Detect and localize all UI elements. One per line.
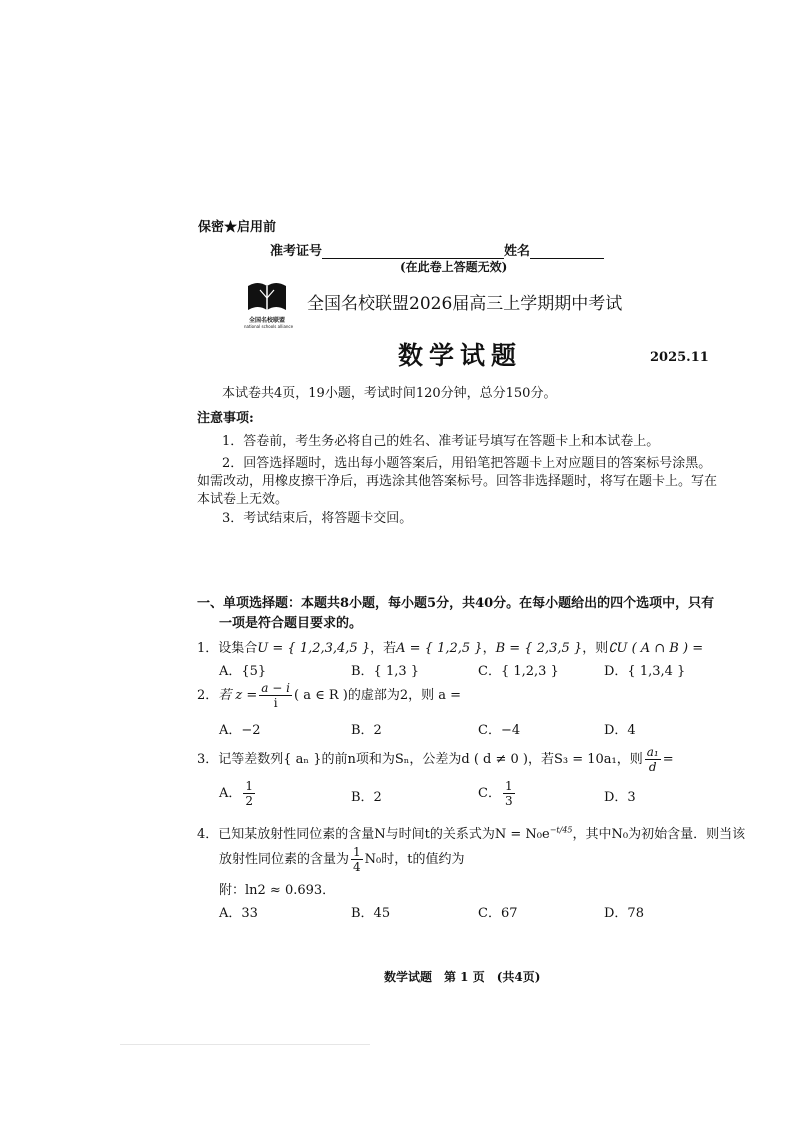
note-2: 2．回答选择题时，选出每小题答案后，用铅笔把答题卡上对应题目的答案标号涂黑。	[222, 456, 712, 471]
q1-option-d: D．{ 1,3,4 }	[604, 664, 686, 679]
note-1: 1．答卷前，考生务必将自己的姓名、准考证号填写在答题卡上和本试卷上。	[222, 434, 660, 449]
q3-option-a-num: 1	[245, 779, 254, 793]
q2-tail: ( a ∈ R )的虚部为2，则 a =	[293, 688, 461, 703]
q3-option-c-num: 1	[504, 779, 513, 793]
q4-numerator: 1	[353, 845, 361, 859]
q2-option-b: B．2	[351, 723, 382, 738]
book-logo-icon	[244, 280, 290, 312]
question-2	[197, 682, 461, 709]
q3-option-c	[478, 780, 517, 807]
q4-line2b: N₀时，t的值约为	[364, 852, 465, 867]
q3-text: 记等差数列{ aₙ }的前n项和为Sₙ，公差为d ( d ≠ 0 )，若S₃ = 10a₁，则	[218, 752, 643, 767]
q4-option-a: A．33	[219, 906, 258, 921]
q1-comma: ，	[482, 641, 496, 656]
question-3	[197, 746, 674, 773]
question-1	[197, 637, 703, 656]
exam-id-row	[270, 240, 604, 259]
q1-option-b: B．{ 1,3 }	[351, 664, 420, 679]
q4-exponent: −t/45	[549, 825, 573, 835]
exam-id-label: 准考证号	[270, 244, 323, 259]
q1-text: 设集合	[218, 641, 258, 656]
note-2-cont: 如需改动，用橡皮擦干净后，再选涂其他答案标号。回答非选择题时，将写在题卡上。写在	[197, 474, 718, 489]
invalid-note: (在此卷上答题无效)	[400, 260, 508, 274]
q1-option-c: C．{ 1,2,3 }	[478, 664, 559, 679]
q1-expr: ∁U ( A ∩ B ) =	[608, 641, 704, 656]
q2-numerator: a − i	[261, 681, 290, 695]
q3-option-c-label: C．	[478, 786, 501, 801]
logo	[244, 280, 294, 329]
section1-heading-cont: 一项是符合题目要求的。	[219, 616, 363, 631]
q2-option-c: C．−4	[478, 723, 521, 738]
q4-option-d: D．78	[604, 906, 644, 921]
section1-heading: 一、单项选择题：本题共8小题，每小题5分，共40分。在每小题给出的四个选项中，只有	[197, 596, 715, 611]
q4-option-b: B．45	[351, 906, 391, 921]
q1-text-c: ，则	[582, 641, 609, 656]
q1-option-a: A．{5}	[219, 664, 267, 679]
q3-option-a-den: 2	[245, 794, 254, 808]
q4-fraction	[351, 846, 363, 873]
q2-number: 2．	[197, 688, 219, 703]
q4-denominator: 4	[353, 860, 361, 874]
note-3: 3．考试结束后，将答题卡交回。	[222, 511, 413, 526]
q3-option-a	[219, 780, 257, 807]
q2-lead: 若 z =	[218, 688, 258, 703]
q1-number: 1．	[197, 641, 219, 656]
q1-set-u: U = { 1,2,3,4,5 }	[257, 641, 371, 656]
q4-option-c: C．67	[478, 906, 518, 921]
logo-en: national schools alliance	[244, 324, 294, 329]
q1-set-b: B = { 2,3,5 }	[495, 641, 583, 656]
q3-number: 3．	[197, 752, 219, 767]
note-2-end: 本试卷上无效。	[197, 492, 289, 507]
scan-edge-line	[120, 1044, 370, 1045]
logo-cn: 全国名校联盟	[248, 317, 285, 324]
q3-option-c-den: 3	[504, 794, 513, 808]
q4-line1b: ，其中N₀为初始含量．则当该	[572, 827, 746, 842]
page-footer: 数学试题 第 1 页 (共4页)	[384, 970, 541, 984]
subject-title: 数学试题	[398, 341, 523, 370]
q4-line2a: 放射性同位素的含量为	[219, 852, 350, 867]
q2-option-a: A．−2	[219, 723, 261, 738]
exam-date: 2025.11	[650, 350, 709, 365]
question-4	[197, 823, 745, 842]
question-4-line2	[219, 846, 464, 873]
exam-title: 全国名校联盟2026届高三上学期期中考试	[307, 294, 623, 314]
q3-option-d: D．3	[604, 790, 636, 805]
q4-number: 4．	[197, 827, 219, 842]
q3-denominator: d	[648, 760, 657, 774]
q3-equals: =	[662, 752, 674, 767]
q3-option-a-fraction	[243, 780, 255, 807]
q1-text-b: ，若	[370, 641, 397, 656]
q4-line1: 已知某放射性同位素的含量N与时间t的关系式为N = N₀e	[218, 827, 550, 842]
q3-option-c-fraction	[503, 780, 515, 807]
intro: 本试卷共4页，19小题，考试时间120分钟，总分150分。	[222, 386, 557, 401]
q3-numerator: a₁	[646, 745, 659, 759]
confidential-label: 保密★启用前	[198, 220, 277, 235]
q3-fraction	[645, 746, 661, 773]
q2-denominator: i	[273, 696, 278, 710]
name-label: 姓名	[504, 244, 531, 259]
q1-set-a: A = { 1,2,5 }	[396, 641, 483, 656]
q3-option-a-label: A．	[219, 786, 242, 801]
q4-hint: 附：ln2 ≈ 0.693．	[219, 883, 336, 898]
q2-fraction	[259, 682, 292, 709]
q2-option-d: D．4	[604, 723, 636, 738]
q3-option-b: B．2	[351, 790, 382, 805]
name-blank[interactable]	[530, 258, 604, 259]
notes-title: 注意事项:	[197, 411, 254, 426]
